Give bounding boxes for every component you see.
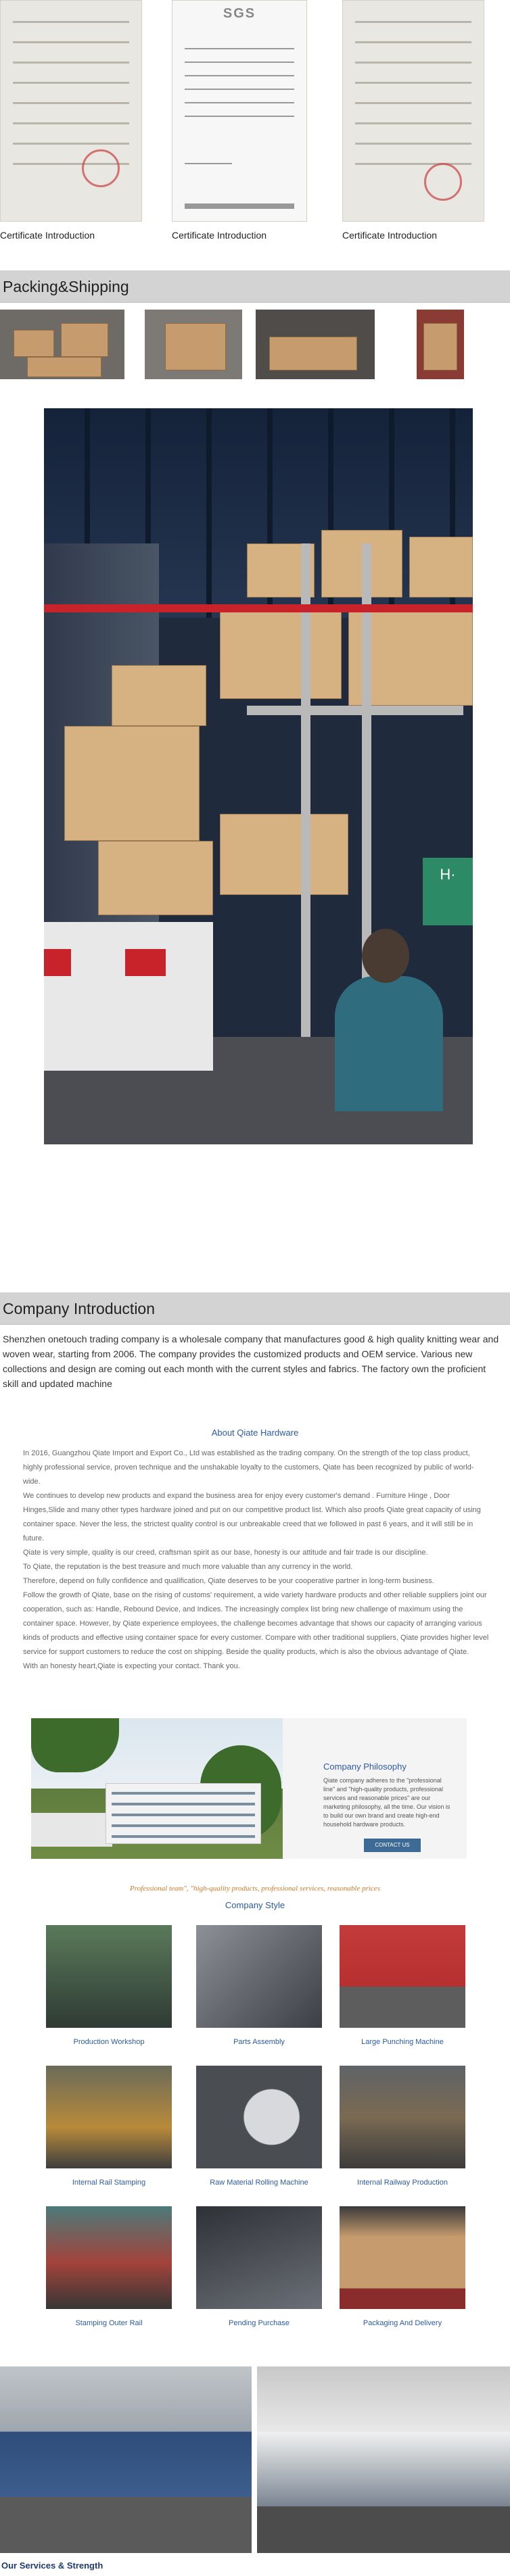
- style-photo: [340, 1925, 465, 2028]
- style-photo: [196, 1925, 322, 2028]
- section-title: Packing&Shipping: [3, 278, 129, 295]
- style-item-parts-assembly[interactable]: [196, 1925, 322, 2046]
- company-philosophy-panel: [283, 1718, 467, 1859]
- packing-shipping-header: [0, 270, 510, 303]
- style-caption: Parts Assembly: [233, 2038, 285, 2046]
- style-item-pending-purchase[interactable]: [196, 2206, 322, 2327]
- philosophy-title: Company Philosophy: [323, 1761, 407, 1772]
- philosophy-text: Qiate company adheres to the "professional line" and "high-quality products, professional services and reasonable prices" are our marketing philosophy, all the time. Our vision is to build our own brand and create high-end household hardware products.: [323, 1777, 450, 1828]
- style-item-production-workshop[interactable]: [46, 1925, 172, 2046]
- company-style-title: Company Style: [225, 1900, 285, 1910]
- style-photo: [46, 2066, 172, 2168]
- style-photo: [340, 2066, 465, 2168]
- about-paragraph: To Qiate, the reputation is the best treasure and much more valuable than any currency in the world.: [23, 1563, 353, 1571]
- style-item-raw-material-rolling-machine[interactable]: [196, 2066, 322, 2187]
- company-intro-text: Shenzhen onetouch trading company is a wholesale company that manufactures good & high quality knitting wear and woven wear, starting from 2006. The company provides the customized products and OEM service. Various new collections and design are coming out each month with the current styles and fabrics. The factory own the proficient skill and updated machine: [3, 1334, 499, 1389]
- about-paragraph: With an honesty heart,Qiate is expecting your contact. Thank you.: [23, 1662, 240, 1670]
- factory-image: [31, 1718, 283, 1859]
- style-photo: [46, 1925, 172, 2028]
- sgs-logo: SGS: [223, 6, 256, 21]
- style-caption: Stamping Outer Rail: [75, 2319, 143, 2327]
- section-title: Company Introduction: [3, 1300, 156, 1317]
- style-caption: Large Punching Machine: [361, 2038, 444, 2046]
- about-paragraph: Follow the growth of Qiate, base on the rising of customs' requirement, a wide variety hardware products and other reliable suppliers joint our cooperation, such as: Handle, Rebound Device, and Indices. The increasingly complex list bring new challenge of maximum using the container space. However, by Qiate experience employees, the challenge becomes advantage that shows our capacity of arranging various kinds of products and effective using container space for every customer. Compare with other traditional suppliers, Qiate provides higher level service for support customers to reduce the cost on shipping. Beside the quality products, which is also the obvious advantage of Qiate.: [23, 1591, 489, 1656]
- factory-floor-photo-2: [257, 2366, 510, 2553]
- style-photo: [46, 2206, 172, 2309]
- about-paragraph: Qiate is very simple, quality is our creed, craftsman spirit as our base, honesty is our attitude and fair trade is our discipline.: [23, 1549, 428, 1557]
- style-caption: Internal Railway Production: [357, 2179, 448, 2187]
- certificate-caption: Certificate Introduction: [172, 230, 267, 241]
- style-caption: Internal Rail Stamping: [72, 2179, 146, 2187]
- certificate-image: [342, 0, 484, 222]
- style-item-packaging-and-delivery[interactable]: [340, 2206, 465, 2327]
- certificate-2[interactable]: [172, 0, 325, 241]
- company-introduction-header: [0, 1292, 510, 1325]
- services-strength-title: Our Services & Strength: [1, 2560, 103, 2571]
- packing-thumbnail-2[interactable]: [145, 310, 242, 379]
- packing-thumbnail-1[interactable]: [0, 310, 124, 379]
- contact-us-button[interactable]: CONTACT US: [364, 1839, 421, 1852]
- certificate-image: [172, 0, 307, 222]
- style-caption: Raw Material Rolling Machine: [210, 2179, 308, 2187]
- factory-floor-photo-1: [0, 2366, 252, 2553]
- certificate-caption: Certificate Introduction: [342, 230, 438, 241]
- certificate-1[interactable]: [0, 0, 153, 241]
- slogan: Professional team", "high-quality products, professional services, reasonable prices: [130, 1885, 380, 1893]
- style-item-internal-railway-production[interactable]: [340, 2066, 465, 2187]
- about-paragraph: Therefore, depend on fully confidence and qualification, Qiate deserves to be your cooperative partner in long-term business.: [23, 1577, 434, 1585]
- about-paragraph: We continues to develop new products and expand the business area for enjoy every customer's demand . Furniture Hinge , Door Hinges,Slide and many other types hardware joined and put on our competitive product list. Which also proofs Qiate great capacity of using container space. Never the less, the strictest quality control is our unbreakable creed that we followed in past 6 years, and it will still be in future.: [23, 1492, 481, 1542]
- style-caption: Pending Purchase: [229, 2319, 289, 2327]
- certificate-row: [0, 0, 510, 250]
- packing-thumbnail-4[interactable]: [417, 310, 464, 379]
- style-item-internal-rail-stamping[interactable]: [46, 2066, 172, 2187]
- certificate-caption: Certificate Introduction: [0, 230, 95, 241]
- style-caption: Packaging And Delivery: [363, 2319, 442, 2327]
- style-caption: Production Workshop: [73, 2038, 145, 2046]
- style-item-large-punching-machine[interactable]: [340, 1925, 465, 2046]
- packing-thumbnail-3[interactable]: [256, 310, 375, 379]
- style-photo: [196, 2206, 322, 2309]
- certificate-3[interactable]: [342, 0, 495, 241]
- certificate-image: [0, 0, 142, 222]
- about-body: [23, 1447, 490, 1674]
- sign: H·: [423, 858, 473, 925]
- about-paragraph: In 2016, Guangzhou Qiate Import and Export Co., Ltd was established as the trading company. On the strength of the top class product, highly professional service, proven technique and the unshakable loyalty to the customers, Qiate has been recognized by public of world-wide.: [23, 1449, 474, 1486]
- style-photo: [196, 2066, 322, 2168]
- style-item-stamping-outer-rail[interactable]: [46, 2206, 172, 2327]
- loading-truck-photo: [44, 408, 473, 1144]
- style-photo: [340, 2206, 465, 2309]
- about-title: About Qiate Hardware: [211, 1428, 299, 1438]
